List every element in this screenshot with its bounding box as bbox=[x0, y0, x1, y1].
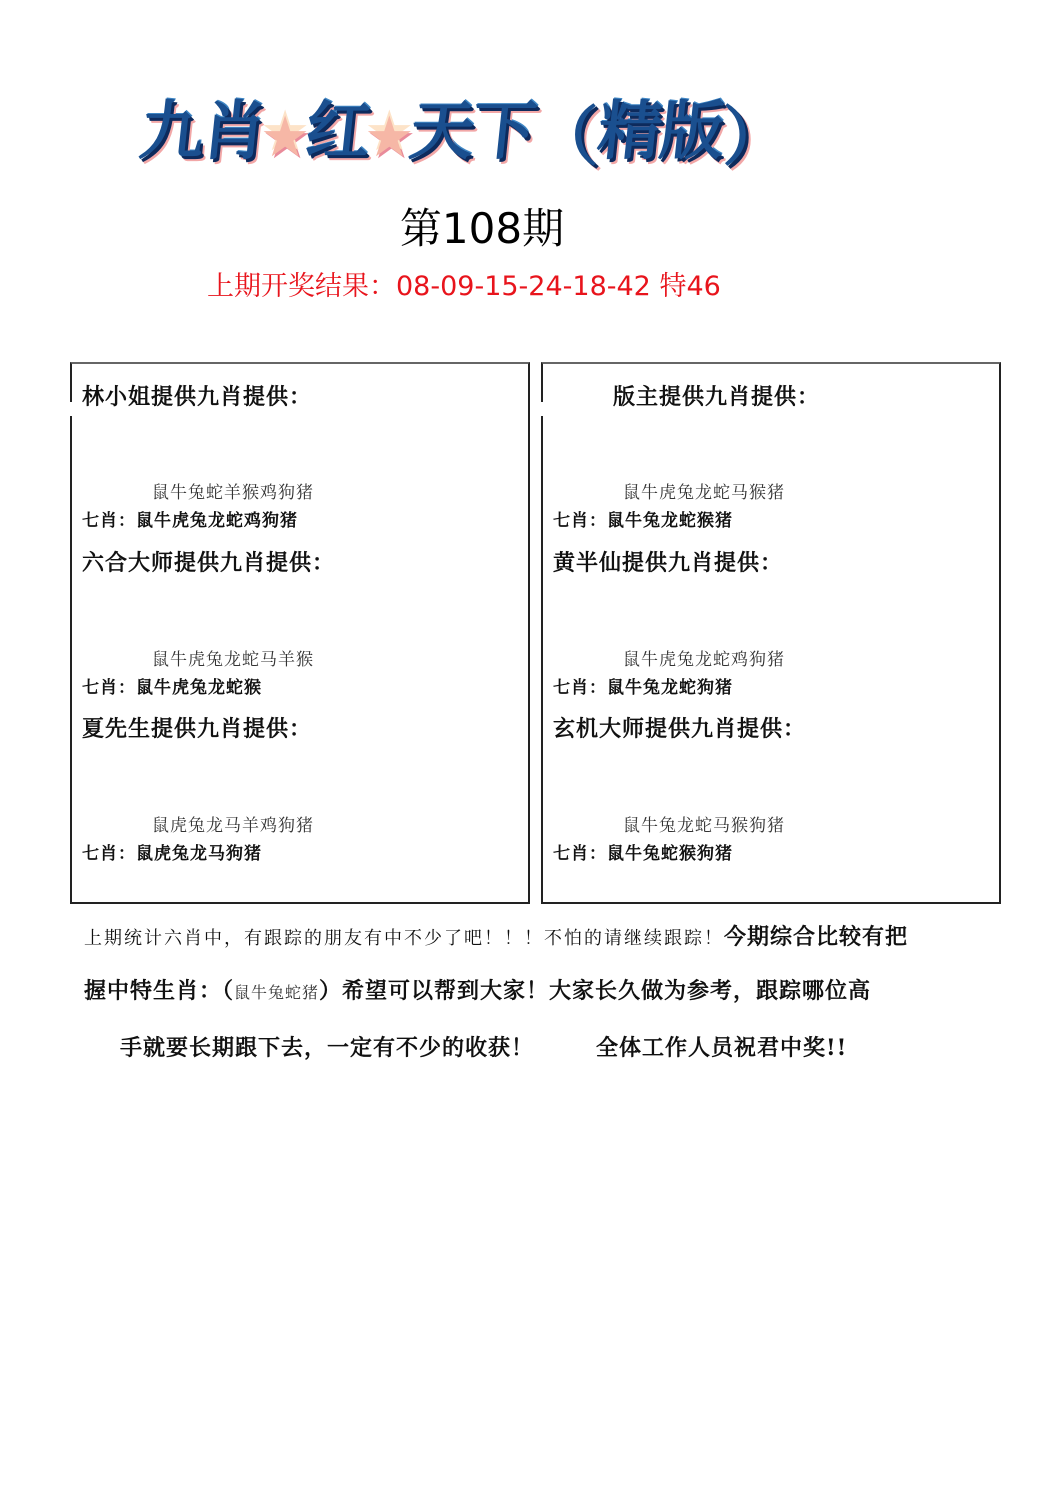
banner-title bbox=[136, 92, 880, 175]
footer-text: ）希望可以帮到大家！大家长久做为参考，跟踪哪位高 bbox=[319, 978, 872, 1004]
provider-title: 林小姐提供九肖提供： bbox=[82, 384, 313, 410]
footer-text: 握中特生肖：（ bbox=[84, 978, 235, 1004]
provider-title: 玄机大师提供九肖提供： bbox=[553, 716, 807, 742]
footer-line-2 bbox=[84, 974, 871, 1005]
seven-zodiac-label: 七肖： bbox=[82, 844, 136, 864]
seven-zodiac-list: 鼠虎兔龙马狗猪 bbox=[136, 844, 262, 864]
footer-text: 手就要长期跟下去，一定有不少的收获！ bbox=[120, 1035, 535, 1061]
seven-zodiac-list: 鼠牛兔龙蛇猴猪 bbox=[607, 511, 733, 531]
seven-zodiac-row bbox=[82, 673, 262, 698]
issue-number: 第108期 bbox=[399, 204, 565, 253]
nine-zodiac-list: 鼠虎兔龙马羊鸡狗猪 bbox=[152, 816, 314, 836]
recommended-zodiacs: 鼠牛兔蛇猪 bbox=[234, 983, 320, 1002]
star-icon: ★ bbox=[260, 105, 311, 170]
seven-zodiac-list: 鼠牛虎兔龙蛇猴 bbox=[136, 678, 262, 698]
footer-text: 上期统计六肖中，有跟踪的朋友有中不少了吧！！！不怕的请继续跟踪！ bbox=[84, 928, 724, 949]
provider-title: 版主提供九肖提供： bbox=[613, 384, 821, 410]
seven-zodiac-label: 七肖： bbox=[553, 511, 607, 531]
banner-char: 九 bbox=[136, 95, 206, 169]
seven-zodiac-row bbox=[553, 839, 733, 864]
banner-char: 版 bbox=[656, 95, 727, 169]
seven-zodiac-row bbox=[553, 673, 733, 698]
nine-zodiac-list: 鼠牛虎兔龙蛇马猴猪 bbox=[623, 483, 785, 503]
left-predictions-panel bbox=[70, 362, 530, 904]
footer-text: 今期综合比较有把 bbox=[724, 924, 909, 950]
special-label: 特 bbox=[659, 271, 687, 302]
nine-zodiac-list: 鼠牛虎兔龙蛇鸡狗猪 bbox=[623, 650, 785, 670]
seven-zodiac-label: 七肖： bbox=[553, 844, 607, 864]
seven-zodiac-row bbox=[553, 506, 733, 531]
seven-zodiac-list: 鼠牛兔龙蛇狗猪 bbox=[607, 678, 733, 698]
seven-zodiac-label: 七肖： bbox=[553, 678, 607, 698]
seven-zodiac-label: 七肖： bbox=[82, 511, 136, 531]
last-result-label: 上期开奖结果： bbox=[207, 271, 396, 302]
border-gap bbox=[539, 402, 545, 416]
provider-title: 夏先生提供九肖提供： bbox=[82, 716, 313, 742]
banner-char: 天 bbox=[406, 95, 477, 169]
banner-char: 红 bbox=[302, 95, 373, 169]
banner-paren: ） bbox=[722, 101, 787, 175]
last-draw-result bbox=[207, 264, 721, 303]
nine-zodiac-list: 鼠牛虎兔龙蛇马羊猴 bbox=[152, 650, 314, 670]
border-gap bbox=[68, 402, 74, 416]
seven-zodiac-list: 鼠牛虎兔龙蛇鸡狗猪 bbox=[136, 511, 298, 531]
last-result-numbers: 08-09-15-24-18-42 bbox=[396, 271, 651, 302]
seven-zodiac-row bbox=[82, 839, 262, 864]
provider-title: 黄半仙提供九肖提供： bbox=[553, 550, 784, 576]
provider-title: 六合大师提供九肖提供： bbox=[82, 550, 336, 576]
seven-zodiac-label: 七肖： bbox=[82, 678, 136, 698]
banner-char: 精 bbox=[594, 95, 665, 169]
right-predictions-panel bbox=[541, 362, 1001, 904]
special-number: 46 bbox=[686, 271, 721, 302]
nine-zodiac-list: 鼠牛兔蛇羊猴鸡狗猪 bbox=[152, 483, 314, 503]
banner-char: 下 bbox=[468, 95, 539, 169]
seven-zodiac-row bbox=[82, 506, 298, 531]
closing-wish: 全体工作人员祝君中奖!! bbox=[596, 1035, 848, 1061]
banner-paren: （ bbox=[534, 101, 599, 175]
star-icon: ★ bbox=[364, 105, 415, 170]
footer-line-3 bbox=[120, 1031, 847, 1062]
banner-char: 肖 bbox=[198, 95, 268, 169]
seven-zodiac-list: 鼠牛兔蛇猴狗猪 bbox=[607, 844, 733, 864]
nine-zodiac-list: 鼠牛兔龙蛇马猴狗猪 bbox=[623, 816, 785, 836]
footer-line-1 bbox=[84, 920, 908, 951]
